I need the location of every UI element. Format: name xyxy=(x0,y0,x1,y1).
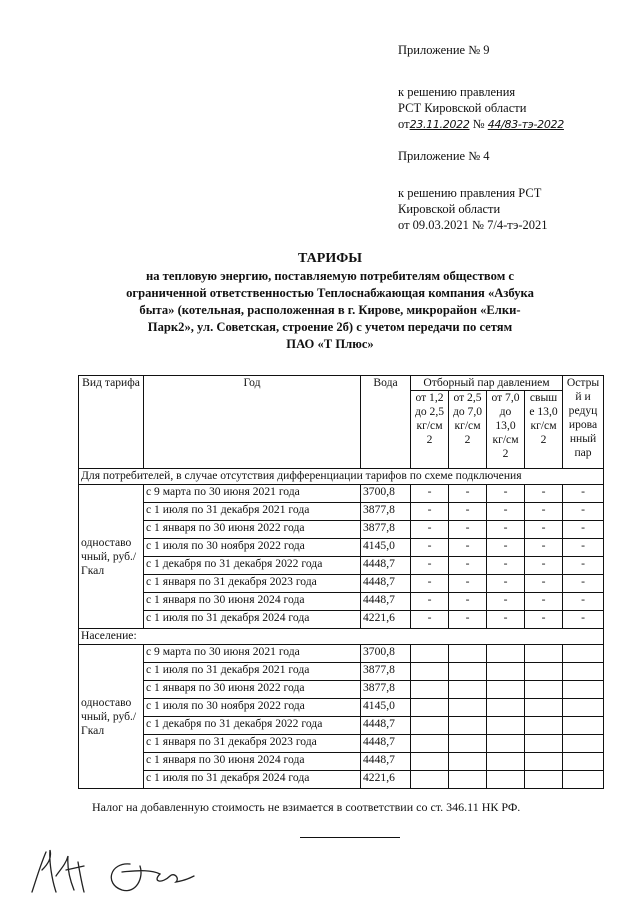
water-value-cell: 4145,0 xyxy=(361,539,411,557)
steam-value-cell: - xyxy=(563,557,604,575)
appendix-4-title: Приложение № 4 xyxy=(398,149,490,163)
appendix-4-header xyxy=(398,148,634,164)
section-header-row xyxy=(79,469,604,485)
water-value-cell: 3877,8 xyxy=(361,521,411,539)
steam-value-cell xyxy=(563,753,604,771)
steam-value-cell xyxy=(449,681,487,699)
decision-date-number: от23.11.2022 № 44/83-тэ-2022 xyxy=(398,117,564,131)
steam-value-cell: - xyxy=(411,593,449,611)
steam-value-cell: - xyxy=(525,557,563,575)
water-value-cell: 4448,7 xyxy=(361,557,411,575)
header-row-1 xyxy=(79,376,604,391)
table-row xyxy=(79,771,604,789)
steam-value-cell: - xyxy=(487,539,525,557)
header-steam: Отборный пар давлением xyxy=(411,376,563,391)
handwritten-number: 44/83-тэ-2022 xyxy=(487,118,564,131)
steam-value-cell xyxy=(487,681,525,699)
decision-reference-2 xyxy=(398,185,634,233)
section-label: Для потребителей, в случае отсутствия дифференциации тарифов по схеме подключения xyxy=(79,469,604,485)
steam-value-cell xyxy=(525,735,563,753)
table-row xyxy=(79,735,604,753)
steam-value-cell xyxy=(563,645,604,663)
steam-value-cell xyxy=(449,735,487,753)
steam-value-cell xyxy=(525,681,563,699)
steam-value-cell xyxy=(449,663,487,681)
signature-1-icon xyxy=(22,840,102,898)
steam-value-cell xyxy=(411,717,449,735)
table-row xyxy=(79,575,604,593)
document-title xyxy=(80,250,580,353)
steam-value-cell xyxy=(487,663,525,681)
tariff-type-cell: одноставо чный, руб./Гкал xyxy=(79,645,144,789)
header-p1: от 1,2 до 2,5 кг/см 2 xyxy=(411,391,449,469)
steam-value-cell xyxy=(525,663,563,681)
section-label: Население: xyxy=(79,629,604,645)
steam-value-cell xyxy=(411,645,449,663)
water-value-cell: 4145,0 xyxy=(361,699,411,717)
title-main: ТАРИФЫ xyxy=(298,251,362,266)
section-header-row xyxy=(79,629,604,645)
steam-value-cell: - xyxy=(563,539,604,557)
steam-value-cell xyxy=(525,699,563,717)
steam-value-cell xyxy=(487,645,525,663)
steam-value-cell xyxy=(525,753,563,771)
period-cell: с 1 января по 30 июня 2022 года xyxy=(144,681,361,699)
steam-value-cell xyxy=(487,753,525,771)
steam-value-cell xyxy=(449,717,487,735)
table-row xyxy=(79,539,604,557)
decision2-line-1: к решению правления РСТ xyxy=(398,186,542,200)
decision2-line-3: от 09.03.2021 № 7/4-тэ-2021 xyxy=(398,218,548,232)
title-line-1: на тепловую энергию, поставляемую потребителям обществом с xyxy=(145,269,515,283)
water-value-cell: 4448,7 xyxy=(361,575,411,593)
table-row xyxy=(79,645,604,663)
water-value-cell: 3700,8 xyxy=(361,485,411,503)
period-cell: с 1 июля по 30 ноября 2022 года xyxy=(144,539,361,557)
period-cell: с 1 июля по 31 декабря 2024 года xyxy=(144,771,361,789)
steam-value-cell: - xyxy=(411,611,449,629)
steam-value-cell: - xyxy=(449,611,487,629)
steam-value-cell: - xyxy=(449,593,487,611)
table-row xyxy=(79,681,604,699)
water-value-cell: 3700,8 xyxy=(361,645,411,663)
table-row xyxy=(79,503,604,521)
signature-2-icon xyxy=(100,848,196,898)
period-cell: с 1 января по 30 июня 2022 года xyxy=(144,521,361,539)
decision2-line-2: Кировской области xyxy=(398,202,501,216)
steam-value-cell: - xyxy=(525,503,563,521)
handwritten-date: 23.11.2022 xyxy=(409,118,470,131)
steam-value-cell: - xyxy=(563,575,604,593)
period-cell: с 1 января по 31 декабря 2023 года xyxy=(144,575,361,593)
decision-line-2: РСТ Кировской области xyxy=(398,101,527,115)
steam-value-cell xyxy=(411,663,449,681)
table-row xyxy=(79,557,604,575)
steam-value-cell xyxy=(411,735,449,753)
steam-value-cell: - xyxy=(525,521,563,539)
steam-value-cell xyxy=(525,645,563,663)
period-cell: с 1 июля по 31 декабря 2021 года xyxy=(144,663,361,681)
steam-value-cell: - xyxy=(487,593,525,611)
steam-value-cell xyxy=(487,735,525,753)
steam-value-cell xyxy=(563,717,604,735)
title-line-4: Парк2», ул. Советская, строение 2б) с учетом передачи по сетям xyxy=(147,320,513,334)
appendix-9-header xyxy=(398,42,634,58)
vat-note: Налог на добавленную стоимость не взимается в соответствии со ст. 346.11 НК РФ. xyxy=(92,800,521,814)
steam-value-cell: - xyxy=(449,557,487,575)
steam-value-cell: - xyxy=(449,575,487,593)
steam-value-cell xyxy=(525,717,563,735)
period-cell: с 1 декабря по 31 декабря 2022 года xyxy=(144,717,361,735)
table-row xyxy=(79,699,604,717)
period-cell: с 1 июля по 30 ноября 2022 года xyxy=(144,699,361,717)
header-p4: свыш е 13,0 кг/см 2 xyxy=(525,391,563,469)
steam-value-cell xyxy=(563,681,604,699)
period-cell: с 1 января по 30 июня 2024 года xyxy=(144,593,361,611)
header-god: Год xyxy=(144,376,361,469)
steam-value-cell xyxy=(487,699,525,717)
steam-value-cell: - xyxy=(411,503,449,521)
header-vid: Вид тарифа xyxy=(79,376,144,469)
table-row xyxy=(79,663,604,681)
appendix-9-title: Приложение № 9 xyxy=(398,43,490,57)
steam-value-cell: - xyxy=(449,503,487,521)
steam-value-cell: - xyxy=(487,557,525,575)
period-cell: с 1 января по 30 июня 2024 года xyxy=(144,753,361,771)
tariffs-table xyxy=(78,375,604,789)
steam-value-cell xyxy=(563,663,604,681)
steam-value-cell xyxy=(449,645,487,663)
steam-value-cell: - xyxy=(411,521,449,539)
steam-value-cell xyxy=(411,681,449,699)
header-voda: Вода xyxy=(361,376,411,469)
table-row xyxy=(79,593,604,611)
steam-value-cell: - xyxy=(411,557,449,575)
header-p2: от 2,5 до 7,0 кг/см 2 xyxy=(449,391,487,469)
steam-value-cell xyxy=(411,699,449,717)
steam-value-cell xyxy=(563,771,604,789)
steam-value-cell: - xyxy=(449,485,487,503)
water-value-cell: 4448,7 xyxy=(361,593,411,611)
steam-value-cell xyxy=(411,771,449,789)
table-row xyxy=(79,485,604,503)
table-row xyxy=(79,753,604,771)
water-value-cell: 4448,7 xyxy=(361,717,411,735)
steam-value-cell: - xyxy=(525,593,563,611)
steam-value-cell xyxy=(449,753,487,771)
period-cell: с 9 марта по 30 июня 2021 года xyxy=(144,645,361,663)
header-p3: от 7,0 до 13,0 кг/см 2 xyxy=(487,391,525,469)
steam-value-cell: - xyxy=(487,503,525,521)
steam-value-cell: - xyxy=(563,503,604,521)
steam-value-cell: - xyxy=(411,539,449,557)
steam-value-cell xyxy=(487,717,525,735)
steam-value-cell: - xyxy=(563,485,604,503)
steam-value-cell: - xyxy=(525,611,563,629)
steam-value-cell xyxy=(449,771,487,789)
steam-value-cell: - xyxy=(563,593,604,611)
period-cell: с 1 июля по 31 декабря 2021 года xyxy=(144,503,361,521)
table-row xyxy=(79,717,604,735)
water-value-cell: 3877,8 xyxy=(361,663,411,681)
steam-value-cell: - xyxy=(449,521,487,539)
steam-value-cell: - xyxy=(563,611,604,629)
title-line-5: ПАО «Т Плюс» xyxy=(286,337,374,351)
steam-value-cell: - xyxy=(525,539,563,557)
title-line-2: ограниченной ответственностью Теплоснабжающая компания «Азбука xyxy=(126,286,534,300)
water-value-cell: 3877,8 xyxy=(361,681,411,699)
table-row xyxy=(79,611,604,629)
steam-value-cell: - xyxy=(487,521,525,539)
steam-value-cell xyxy=(487,771,525,789)
steam-value-cell: - xyxy=(487,611,525,629)
steam-value-cell xyxy=(563,699,604,717)
period-cell: с 1 января по 31 декабря 2023 года xyxy=(144,735,361,753)
decision-reference-1 xyxy=(398,84,634,133)
water-value-cell: 3877,8 xyxy=(361,503,411,521)
decision-line-1: к решению правления xyxy=(398,85,516,99)
steam-value-cell: - xyxy=(487,485,525,503)
water-value-cell: 4448,7 xyxy=(361,753,411,771)
tariff-type-cell: одноставо чный, руб./Гкал xyxy=(79,485,144,629)
period-cell: с 1 декабря по 31 декабря 2022 года xyxy=(144,557,361,575)
water-value-cell: 4221,6 xyxy=(361,611,411,629)
steam-value-cell xyxy=(411,753,449,771)
steam-value-cell: - xyxy=(563,521,604,539)
steam-value-cell: - xyxy=(525,485,563,503)
divider-line xyxy=(300,837,400,838)
water-value-cell: 4221,6 xyxy=(361,771,411,789)
period-cell: с 1 июля по 31 декабря 2024 года xyxy=(144,611,361,629)
table-row xyxy=(79,521,604,539)
steam-value-cell: - xyxy=(449,539,487,557)
water-value-cell: 4448,7 xyxy=(361,735,411,753)
period-cell: с 9 марта по 30 июня 2021 года xyxy=(144,485,361,503)
steam-value-cell: - xyxy=(487,575,525,593)
steam-value-cell: - xyxy=(411,575,449,593)
steam-value-cell xyxy=(449,699,487,717)
steam-value-cell xyxy=(525,771,563,789)
header-sharp-steam: Остры й и редуц ирова нный пар xyxy=(563,376,604,469)
steam-value-cell: - xyxy=(411,485,449,503)
title-line-3: быта» (котельная, расположенная в г. Кирове, микрорайон «Елки- xyxy=(139,303,521,317)
steam-value-cell xyxy=(563,735,604,753)
steam-value-cell: - xyxy=(525,575,563,593)
